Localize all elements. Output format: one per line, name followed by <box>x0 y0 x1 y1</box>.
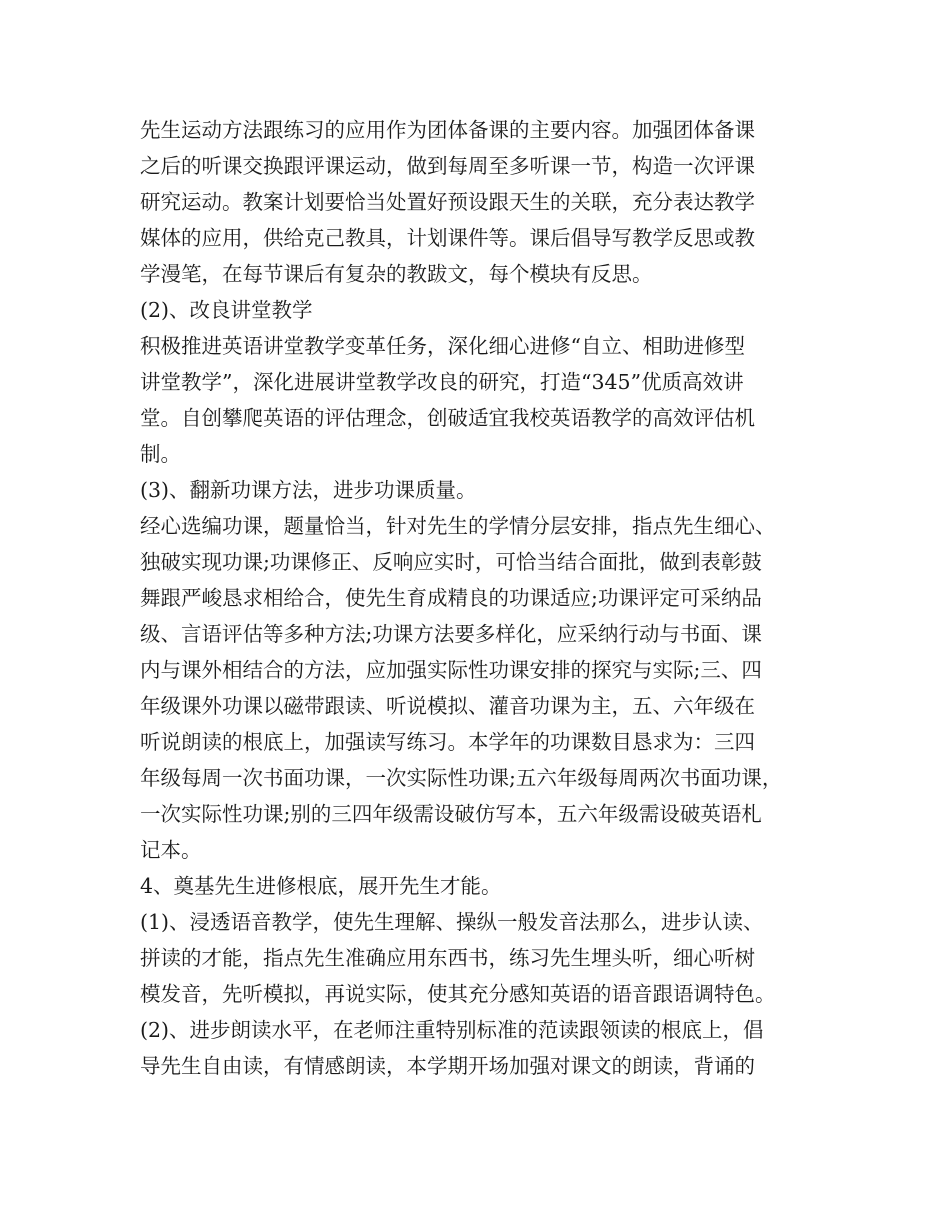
text-line: 积极推进英语讲堂教学变革任务，深化细心进修“自立、相助进修型 <box>140 334 745 358</box>
text-line: 一次实际性功课;别的三四年级需设破仿写本，五六年级需设破英语札 <box>140 802 762 826</box>
text-line: 先生运动方法跟练习的应用作为团体备课的主要内容。加强团体备课 <box>140 118 755 142</box>
text-line: 年级课外功课以磁带跟读、听说模拟、灌音功课为主，五、六年级在 <box>140 694 755 718</box>
text-line: (1)、浸透语音教学，使先生理解、操纵一般发音法那么，进步认读、 <box>140 910 764 934</box>
text-line: 年级每周一次书面功课，一次实际性功课;五六年级每周两次书面功课， <box>140 766 783 790</box>
text-line: 听说朗读的根底上，加强读写练习。本学年的功课数目恳求为：三四 <box>140 730 755 754</box>
text-line: 学漫笔，在每节课后有复杂的教跋文，每个模块有反思。 <box>140 262 653 286</box>
text-line: 模发音，先听模拟，再说实际，使其充分感知英语的语音跟语调特色。 <box>140 982 776 1006</box>
section-heading: (2)、改良讲堂教学 <box>140 298 313 322</box>
text-line: (2)、进步朗读水平，在老师注重特别标准的范读跟领读的根底上，倡 <box>140 1018 764 1042</box>
body-text <box>140 112 820 1084</box>
text-line: 内与课外相结合的方法，应加强实际性功课安排的探究与实际;三、四 <box>140 658 762 682</box>
text-line: 之后的听课交换跟评课运动，做到每周至多听课一节，构造一次评课 <box>140 154 755 178</box>
section-heading: 4、奠基先生进修根底，展开先生才能。 <box>140 874 502 898</box>
text-line: 讲堂教学”，深化进展讲堂教学改良的研究，打造“345”优质高效讲 <box>140 370 744 394</box>
text-line: 舞跟严峻恳求相给合，使先生育成精良的功课适应;功课评定可采纳品 <box>140 586 762 610</box>
text-line: 制。 <box>140 442 181 466</box>
text-line: 拼读的才能，指点先生准确应用东西书，练习先生埋头听，细心听树 <box>140 946 755 970</box>
section-heading: (3)、翻新功课方法，进步功课质量。 <box>140 478 477 502</box>
text-line: 经心选编功课，题量恰当，针对先生的学情分层安排，指点先生细心、 <box>140 514 776 538</box>
text-line: 导先生自由读，有情感朗读，本学期开场加强对课文的朗读，背诵的 <box>140 1054 755 1078</box>
text-line: 级、言语评估等多种方法;功课方法要多样化，应采纳行动与书面、课 <box>140 622 762 646</box>
text-line: 媒体的应用，供给克己教具，计划课件等。课后倡导写教学反思或教 <box>140 226 755 250</box>
text-line: 堂。自创攀爬英语的评估理念，创破适宜我校英语教学的高效评估机 <box>140 406 755 430</box>
text-line: 研究运动。教案计划要恰当处置好预设跟天生的关联，充分表达教学 <box>140 190 755 214</box>
text-line: 独破实现功课;功课修正、反响应实时，可恰当结合面批，做到表彰鼓 <box>140 550 762 574</box>
text-line: 记本。 <box>140 838 202 862</box>
